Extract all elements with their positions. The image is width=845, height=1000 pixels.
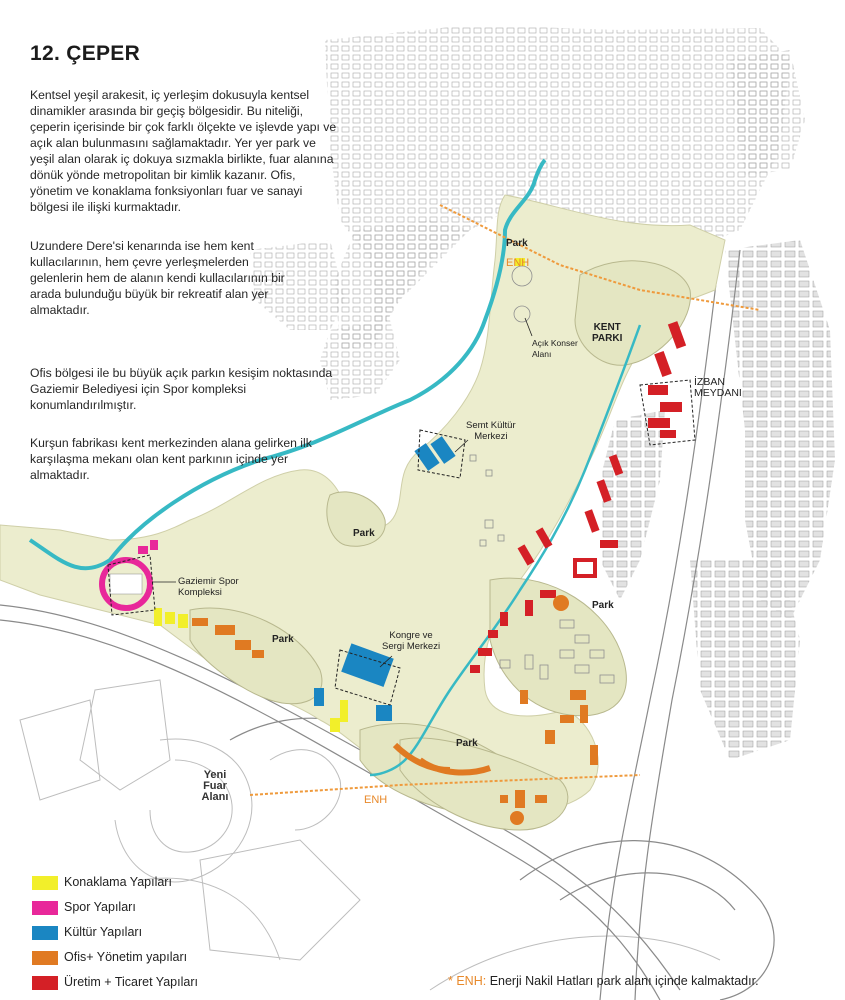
- legend-swatch-yellow: [32, 876, 58, 890]
- label-enh-south: ENH: [364, 794, 388, 806]
- label-park-south: Park: [456, 738, 478, 749]
- enh-footnote: [448, 974, 759, 988]
- legend-swatch-red: [32, 976, 58, 990]
- legend-label: Konaklama Yapıları: [64, 875, 172, 889]
- label-kent-parki-line2: PARKI: [592, 333, 623, 344]
- label-kongre-line1: Kongre ve: [389, 630, 433, 641]
- label-gaziemir-line2: Kompleksi: [178, 587, 222, 598]
- label-acik-konser-line1: Açık Konser: [532, 338, 578, 348]
- label-semt-kultur-line2: Merkezi: [474, 431, 508, 442]
- label-park-east: Park: [592, 600, 614, 611]
- label-kent-parki: [592, 322, 622, 344]
- paragraph-2: Uzundere Dere'si kenarında ise hem kent kullacılarının, hem çevre yerleşmelerden gelenlerin hem de alanın kendi kullacılarının bir arada bulunduğu büyük bir rekreatif alan yer almaktadır.: [30, 239, 285, 317]
- legend-item-uretim: [32, 974, 252, 992]
- paragraph-4: Kurşun fabrikası kent merkezinden alana gelirken ilk karşılaşma mekanı olan kent parkının içinde yer almaktadır.: [30, 436, 312, 482]
- legend-item-konaklama: [32, 874, 252, 892]
- legend-label: Üretim + Ticaret Yapıları: [64, 975, 198, 989]
- legend-label: Spor Yapıları: [64, 900, 136, 914]
- label-gaziemir-spor: [178, 576, 239, 598]
- legend-item-ofis: [32, 949, 252, 967]
- label-izban-line1: İZBAN: [694, 376, 725, 388]
- label-fuar-line1: Yeni: [203, 769, 227, 781]
- paragraph-1: Kentsel yeşil arakesit, iç yerleşim dokusuyla kentsel dinamikler arasında bir geçiş bölgesidir. Bu niteliği, çeperin içerisinde bir çok farklı ölçekte ve işlevde yapı ve açık alan bulunmasını sağlamaktadır. Yer yer park ve yeşil alan olarak iç dokuya sızmakla birlikte, fuar alanına dönük yönde metropolitan bir kimlik kazanır. Ofis, yönetim ve konaklama fonksiyonları fuar ve sanayi bölgesi ile ilişki kurmaktadır.: [30, 88, 337, 214]
- label-fuar-line2: Fuar: [203, 780, 227, 792]
- footnote-text: Enerji Nakil Hatları park alanı içinde kalmaktadır.: [489, 974, 759, 988]
- page-title: 12. ÇEPER: [30, 42, 141, 65]
- label-enh-north: ENH: [506, 257, 530, 269]
- footnote-marker: * ENH:: [448, 974, 487, 988]
- legend-item-kultur: [32, 924, 252, 942]
- label-acik-konser: [532, 338, 578, 360]
- label-park-mid: Park: [353, 528, 375, 539]
- paragraph-3: Ofis bölgesi ile bu büyük açık parkın kesişim noktasında Gaziemir Belediyesi için Spor kompleksi konumlandırılmıştır.: [30, 366, 333, 412]
- legend-swatch-pink: [32, 901, 58, 915]
- label-izban-meydani: [694, 377, 742, 399]
- label-acik-konser-line2: Alanı: [532, 349, 552, 359]
- legend-item-spor: [32, 899, 252, 917]
- label-park-north: Park: [506, 238, 528, 249]
- legend-swatch-blue: [32, 926, 58, 940]
- legend-swatch-orange: [32, 951, 58, 965]
- label-semt-kultur-line1: Semt Kültür: [466, 420, 516, 431]
- label-park-west: Park: [272, 634, 294, 645]
- label-izban-line2: MEYDANI: [694, 387, 742, 399]
- legend-label: Kültür Yapıları: [64, 925, 143, 939]
- legend-label: Ofis+ Yönetim yapıları: [64, 950, 188, 964]
- label-gaziemir-line1: Gaziemir Spor: [178, 576, 239, 587]
- label-kongre-sergi: [382, 630, 440, 652]
- label-kent-parki-line1: KENT: [593, 322, 621, 333]
- label-semt-kultur: [466, 420, 516, 442]
- label-kongre-line2: Sergi Merkezi: [382, 641, 441, 652]
- label-yeni-fuar-alani: [190, 770, 240, 803]
- label-fuar-line3: Alanı: [201, 791, 229, 803]
